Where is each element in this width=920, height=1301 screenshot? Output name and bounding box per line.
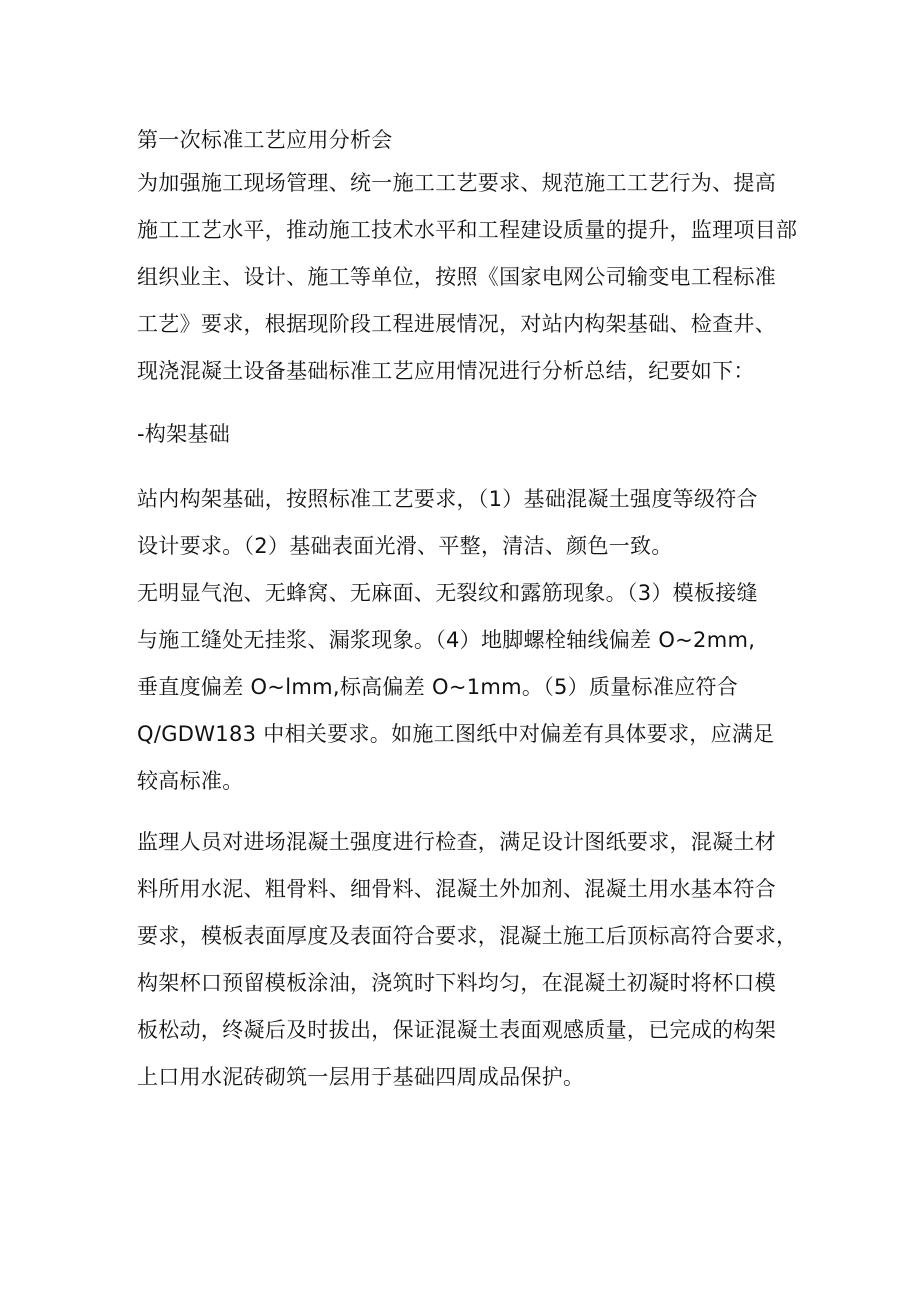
- paragraph-line: 垂直度偏差 O~lmm,标高偏差 O~1mm。（5）质量标准应符合: [137, 675, 739, 699]
- intro-line: 现浇混凝土设备基础标准工艺应用情况进行分析总结，纪要如下：: [137, 359, 755, 383]
- intro-line: 施工工艺水平，推动施工技术水平和工程建设质量的提升，监理项目部: [137, 218, 798, 242]
- paragraph-line: 较高标准。: [137, 769, 244, 793]
- section-heading: -构架基础: [137, 422, 231, 446]
- supervision-paragraph: [137, 819, 798, 1101]
- paragraph-line: 上口用水泥砖砌筑一层用于基础四周成品保护。: [137, 1065, 585, 1089]
- paragraph-line: 要求，模板表面厚度及表面符合要求，混凝土施工后顶标高符合要求，: [137, 924, 798, 948]
- intro-line: 为加强施工现场管理、统一施工工艺要求、规范施工工艺行为、提高: [137, 171, 776, 195]
- paragraph-line: 无明显气泡、无蜂窝、无麻面、无裂纹和露筋现象。（3）模板接缝: [137, 581, 758, 605]
- paragraph-line: 监理人员对进场混凝土强度进行检查，满足设计图纸要求，混凝土材: [137, 830, 776, 854]
- document-page: [137, 120, 798, 1101]
- paragraph-line: 与施工缝处无挂浆、漏浆现象。（4）地脚螺栓轴线偏差 O~2mm,: [137, 628, 756, 652]
- paragraph-line: 设计要求。（2）基础表面光滑、平整，清洁、颜色一致。: [137, 534, 673, 558]
- paragraph-line: 站内构架基础，按照标准工艺要求，（1）基础混凝土强度等级符合: [137, 487, 758, 511]
- intro-line: 工艺》要求，根据现阶段工程进展情况，对站内构架基础、检查井、: [137, 312, 776, 336]
- intro-paragraph: [137, 160, 798, 395]
- document-title: 第一次标准工艺应用分析会: [137, 128, 393, 152]
- paragraph-line: 构架杯口预留模板涂油，浇筑时下料均匀，在混凝土初凝时将杯口模: [137, 971, 776, 995]
- intro-line: 组织业主、设计、施工等单位，按照《国家电网公司输变电工程标准: [137, 265, 776, 289]
- requirements-paragraph: [137, 476, 792, 805]
- paragraph-line: Q/GDW183 中相关要求。如施工图纸中对偏差有具体要求，应满足: [137, 722, 775, 746]
- paragraph-line: 料所用水泥、粗骨料、细骨料、混凝土外加剂、混凝土用水基本符合: [137, 877, 776, 901]
- paragraph-line: 板松动，终凝后及时拔出，保证混凝土表面观感质量，已完成的构架: [137, 1018, 776, 1042]
